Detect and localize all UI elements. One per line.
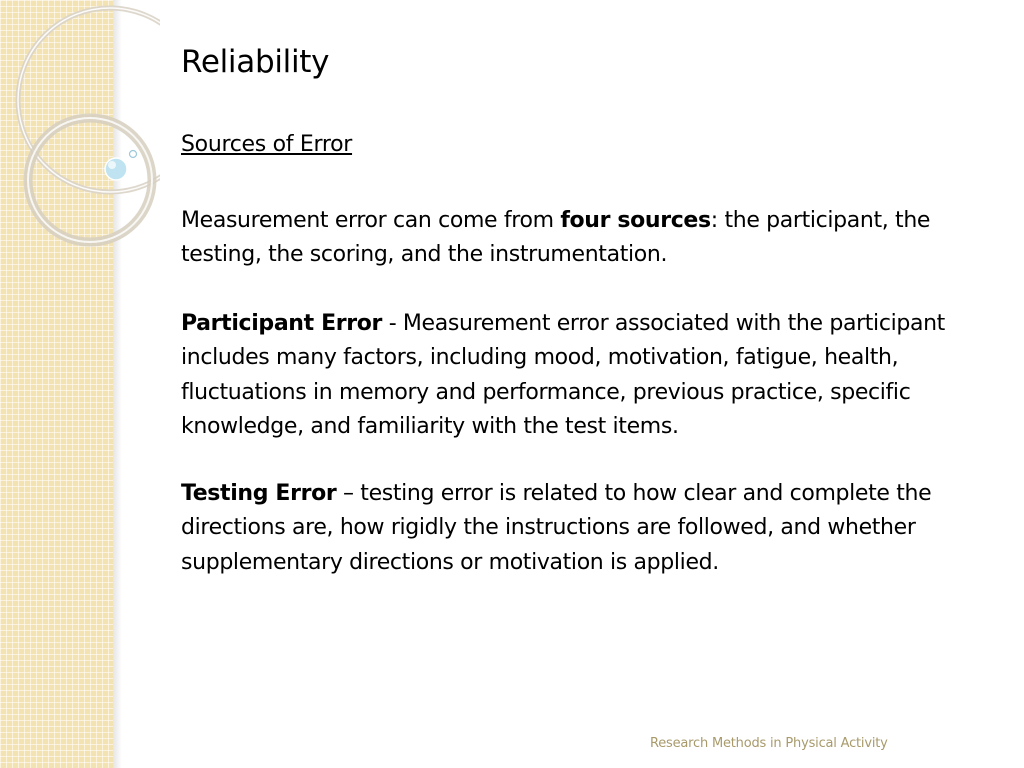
paragraph-four-sources [181,204,996,273]
participant-error-text: - Measurement error associated with the participant includes many factors, including mood, motivation, fatigue, health, fluctuations in memory and performance, previous practice, specific knowledge, and familiarity with the test items. [181,311,945,439]
testing-error-text: – testing error is related to how clear and complete the directions are, how rigidly the instructions are followed, and whether supplementary directions or motivation is applied. [181,481,932,575]
slide-subtitle: Sources of Error [181,132,353,157]
bead-large-shine [108,161,116,169]
paragraph-testing-error [181,477,996,580]
testing-error-heading: Testing Error [181,481,337,506]
large-ring [18,8,160,192]
paragraph-participant-error [181,307,996,444]
participant-error-heading: Participant Error [181,311,383,336]
paragraph-1-text: Measurement error can come from [181,208,561,233]
large-ring-highlight [18,8,160,192]
bead-large [105,158,127,180]
paragraph-1-rest: : the participant, the testing, the scoring, and the instrumentation. [181,208,931,268]
four-sources-emphasis: four sources [560,208,711,233]
small-ring-highlight [28,118,152,242]
slide-title: Reliability [181,44,330,80]
decorative-rings [0,0,160,260]
bead-small [130,151,137,158]
slide-footer: Research Methods in Physical Activity [650,736,888,751]
